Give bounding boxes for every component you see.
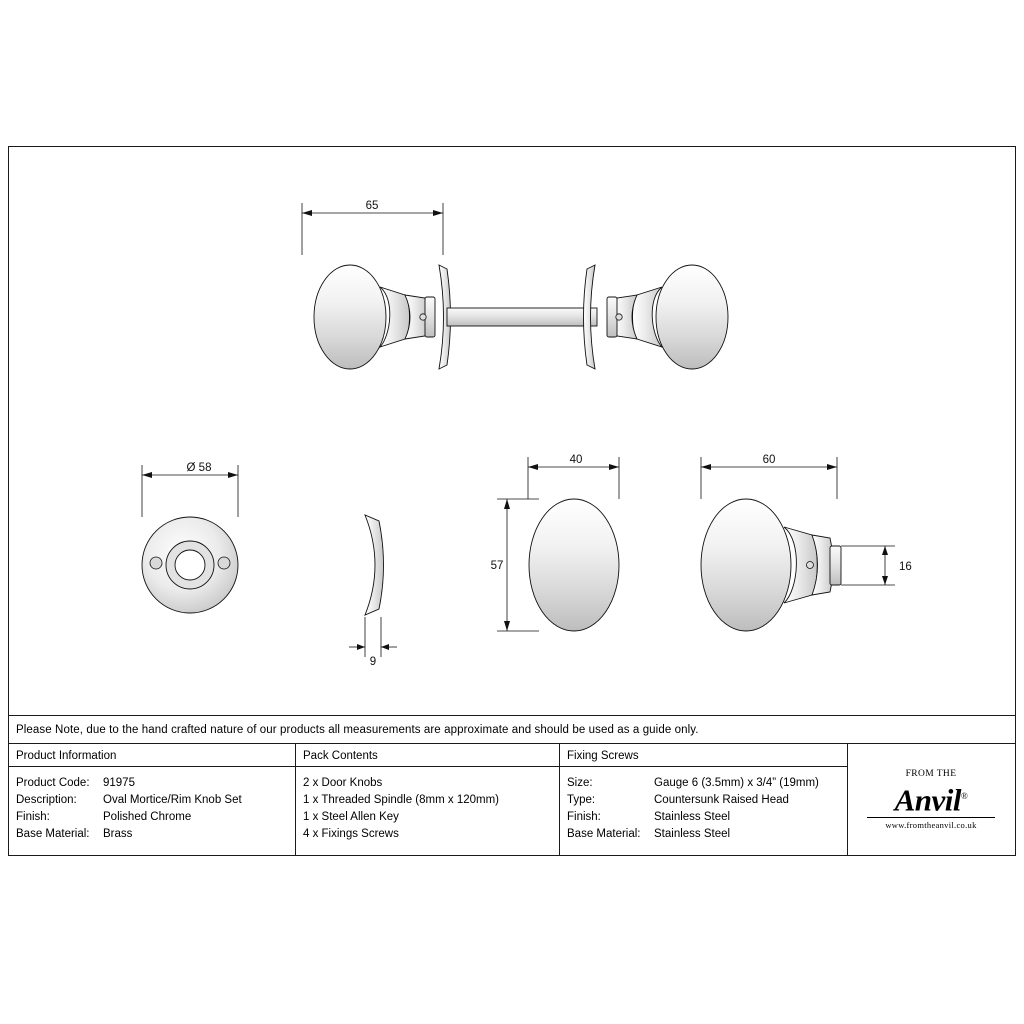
brand-logo [848,744,1014,855]
logo-url: www.fromtheanvil.co.uk [885,820,977,831]
drawing-area [9,147,1015,716]
product-information-body [9,767,295,843]
screw-row [567,826,847,843]
product-row [16,809,295,826]
pack-item: 1 x Steel Allen Key [303,811,399,823]
logo-wordmark [895,780,968,816]
screw-size-label: Size: [567,777,593,789]
brand-logo-column [848,744,1014,855]
product-code-value: 91975 [103,777,135,789]
fixing-screws-heading: Fixing Screws [560,744,847,767]
logo-divider [867,817,995,818]
base-material-label: Base Material: [16,828,90,840]
description-value: Oval Mortice/Rim Knob Set [103,794,242,806]
pack-contents-body [296,767,559,843]
dim-knob-width: 40 [569,454,583,466]
technical-drawing [9,147,1015,716]
screw-row [567,792,847,809]
logo-word: Anvil [894,782,962,818]
finish-label: Finish: [16,811,50,823]
screw-row [567,775,847,792]
screw-size-value: Gauge 6 (3.5mm) x 3/4” (19mm) [654,777,819,789]
pack-item: 1 x Threaded Spindle (8mm x 120mm) [303,794,500,806]
product-code-label: Product Code: [16,777,90,789]
dim-rose-diameter: Ø 58 [186,462,212,474]
product-row [16,792,295,809]
finish-value: Polished Chrome [103,811,192,823]
pack-contents-column [296,744,560,855]
dim-knob-length: 60 [762,454,776,466]
product-information-heading: Product Information [9,744,295,767]
screw-base-material-value: Stainless Steel [654,828,731,840]
product-information-column [9,744,296,855]
screw-base-material-label: Base Material: [567,828,641,840]
product-row [16,775,295,792]
pack-item: 4 x Fixings Screws [303,828,399,840]
fixing-screws-column [560,744,848,855]
dim-spindle-boss: 16 [899,561,912,573]
screw-finish-value: Stainless Steel [654,811,731,823]
product-row [16,826,295,843]
logo-registered-mark: ® [961,790,968,801]
description-label: Description: [16,794,77,806]
info-row [9,744,1015,855]
screw-finish-label: Finish: [567,811,601,823]
pack-contents-heading: Pack Contents [296,744,559,767]
note-bar [9,716,1015,744]
note-text: Please Note, due to the hand crafted nature of our products all measurements are approximate and should be used as a guide only. [16,723,699,736]
screw-row [567,809,847,826]
dim-assembly-width: 65 [365,200,379,212]
screw-type-value: Countersunk Raised Head [654,794,789,806]
fixing-screws-body [560,767,847,843]
screw-type-label: Type: [567,794,596,806]
pack-item: 2 x Door Knobs [303,777,383,789]
base-material-value: Brass [103,828,133,840]
spec-sheet [8,146,1016,856]
dim-rose-depth: 9 [369,656,377,668]
dim-knob-height: 57 [490,560,504,572]
logo-top-line: FROM THE [905,768,957,779]
